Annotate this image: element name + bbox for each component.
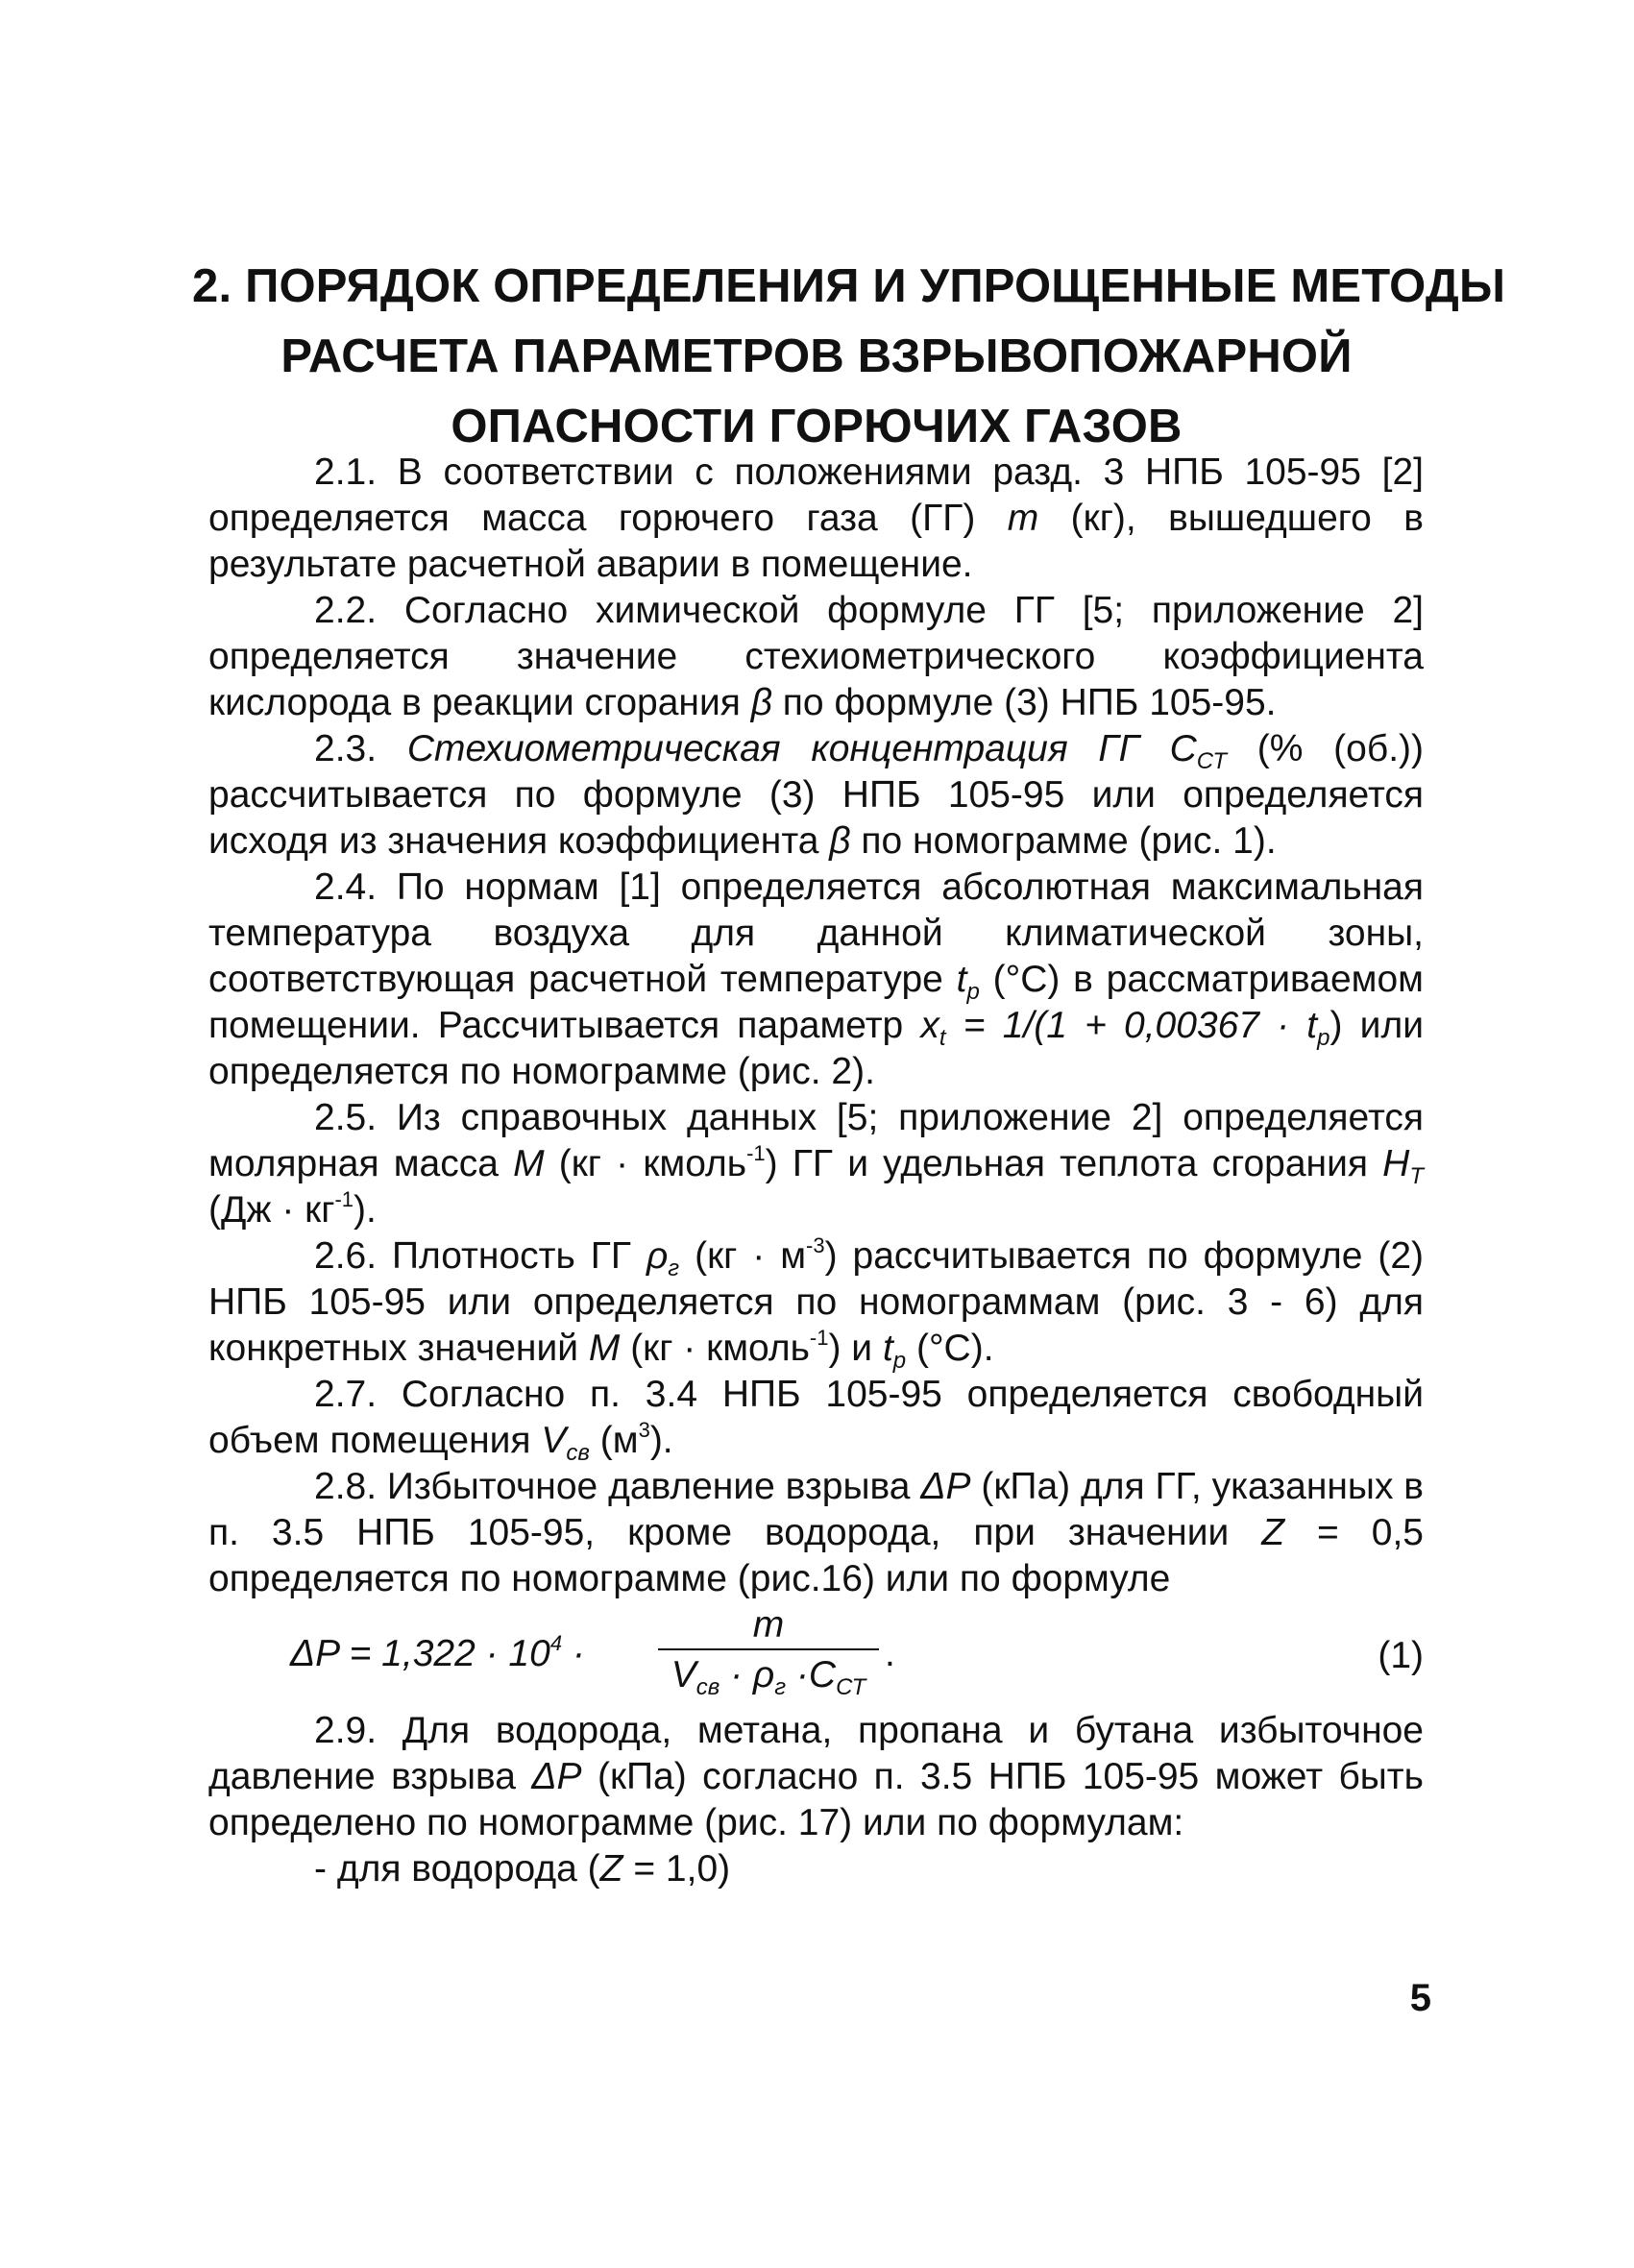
symbol-beta: β [829, 820, 851, 862]
paragraph-2-1 [208, 450, 1424, 588]
paragraph-text: 2.5. Из справочных данных [5; приложение 2] определяется молярная масса [208, 1097, 1424, 1184]
formula-end-dot: . [885, 1633, 895, 1674]
paragraph-text: (% (об.)) рассчитывается по формуле (3) НПБ 105-95 или определяется исходя из значения коэффициента [208, 728, 1424, 862]
formula-dot: · [562, 1633, 585, 1674]
paragraph-text: 2.4. По нормам [1] определяется абсолютная максимальная температура воздуха для данной климатической зоны, соответствующая расчетной температуре [208, 866, 1424, 1000]
subscript: Т [1409, 1163, 1425, 1189]
paragraph-text: ). [649, 1420, 673, 1461]
paragraph-text: 2.1. В соответствии с положениями разд. 3 НПБ 105-95 [2] определяется масса горючего газа (ГГ) [208, 451, 1424, 539]
paragraph-text: по номограмме (рис. 1). [850, 820, 1277, 862]
body-text [208, 450, 1424, 1892]
superscript: -3 [806, 1233, 825, 1257]
subscript: г [668, 1256, 680, 1281]
superscript: 3 [638, 1418, 650, 1442]
fraction-bar [658, 1648, 879, 1650]
formula-lhs [290, 1631, 585, 1677]
list-item-hydrogen [208, 1846, 1424, 1892]
subscript: t [939, 1025, 946, 1051]
subscript: СТ [1196, 748, 1227, 774]
equation-number: (1) [1378, 1635, 1424, 1676]
paragraph-text: (кПа) согласно п. 3.5 НПБ 105-95 может быть определено по номограмме (рис. 17) или по формулам: [208, 1756, 1424, 1843]
symbol-t: t [956, 959, 967, 1000]
paragraph-text: - для водорода ( [314, 1848, 600, 1890]
paragraph-text: ). [354, 1189, 377, 1231]
paragraph-text: ) рассчитывается по формуле (2) НПБ 105-95 или определяется по номограммам (рис. 3 - 6) для конкретных значений [208, 1235, 1424, 1369]
subscript: г [774, 1674, 787, 1700]
italic-phrase: Стехиометрическая концентрация ГГ C [406, 728, 1197, 769]
section-heading [192, 252, 1506, 462]
paragraph-text: (кг), вышедшего в результате расчетной аварии в помещение. [208, 498, 1424, 585]
page-number: 5 [1409, 1977, 1431, 2019]
paragraph-text: 2.7. Согласно п. 3.4 НПБ 105-95 определяется свободный объем помещения [208, 1374, 1424, 1461]
fraction-denominator [658, 1654, 879, 1700]
heading-line-2: РАСЧЕТА ПАРАМЕТРОВ ВЗРЫВОПОЖАРНОЙ [280, 330, 1353, 382]
den-symbol: · ρ [719, 1654, 775, 1695]
paragraph-text: (Дж · кг [208, 1189, 335, 1231]
paragraph-2-2 [208, 588, 1424, 726]
paragraph-text: (кг · кмоль [620, 1328, 810, 1369]
symbol-beta: β [750, 682, 772, 723]
paragraph-2-5 [208, 1095, 1424, 1233]
paragraph-text: по формуле (3) НПБ 105-95. [771, 682, 1277, 723]
paragraph-text: 2.3. [314, 728, 407, 769]
paragraph-text: (кПа) для ГГ, указанных в п. 3.5 НПБ 105-95, кроме водорода, при значении [208, 1466, 1425, 1553]
paragraph-text: (°С) в рассматриваемом помещении. Рассчитывается параметр [208, 959, 1424, 1046]
symbol-rho: ρ [646, 1235, 669, 1277]
paragraph-text: (кг · кмоль [544, 1143, 747, 1184]
paragraph-text: = 1,0) [622, 1848, 731, 1890]
subscript: р [1317, 1025, 1330, 1051]
subscript: р [966, 979, 980, 1005]
den-symbol: ·C [786, 1654, 837, 1695]
fraction-numerator: m [752, 1604, 785, 1646]
paragraph-2-4 [208, 865, 1424, 1095]
paragraph-text: ) или определяется по номограмме (рис. 2). [208, 1005, 1424, 1092]
paragraph-2-7 [208, 1372, 1424, 1464]
symbol-z: Z [599, 1848, 623, 1890]
subscript: св [566, 1440, 590, 1466]
superscript: -1 [809, 1326, 829, 1350]
paragraph-text: 2.6. Плотность ГГ [314, 1235, 646, 1277]
fraction [658, 1604, 879, 1700]
paragraph-text: 2.2. Согласно химической формуле ГГ [5; приложение 2] определяется значение стехиометрического коэффициента кислорода в реакции сгорания [208, 590, 1424, 723]
paragraph-text: 2.8. Избыточное давление взрыва [314, 1466, 921, 1507]
paragraph-text: (кг · м [679, 1235, 807, 1277]
paragraph-text: ) ГГ и удельная теплота сгорания [765, 1143, 1383, 1184]
symbol-V: V [541, 1420, 567, 1461]
paragraph-2-9 [208, 1708, 1424, 1846]
formula-1 [208, 1604, 1424, 1704]
symbol-M: M [588, 1328, 621, 1369]
paragraph-text: = 0,5 определяется по номограмме (рис.16) или по формуле [208, 1512, 1425, 1599]
symbol-m: m [1007, 498, 1039, 539]
heading-line-3: ОПАСНОСТИ ГОРЮЧИХ ГАЗОВ [451, 401, 1183, 452]
symbol-t: t [882, 1328, 893, 1369]
paragraph-2-6 [208, 1233, 1424, 1372]
formula-lhs-text: ΔP = 1,322 · 10 [290, 1633, 550, 1674]
subscript: св [695, 1674, 720, 1700]
inline-formula: = 1/(1 + 0,00367 · t [945, 1005, 1318, 1046]
paragraph-text: (°С). [906, 1328, 994, 1369]
superscript: 4 [549, 1631, 563, 1655]
paragraph-text: (м [589, 1420, 639, 1461]
paragraph-text: ) и [828, 1328, 883, 1369]
den-symbol: V [671, 1654, 696, 1695]
symbol-delta-p: ΔP [531, 1756, 582, 1797]
symbol-M: M [513, 1143, 545, 1184]
symbol-z: Z [1261, 1512, 1285, 1553]
superscript: -1 [746, 1141, 766, 1165]
subscript: р [892, 1348, 907, 1374]
symbol-x: x [920, 1005, 939, 1046]
superscript: -1 [334, 1187, 354, 1211]
subscript: СТ [836, 1674, 866, 1700]
heading-line-1: 2. ПОРЯДОК ОПРЕДЕЛЕНИЯ И УПРОЩЕННЫЕ МЕТОДЫ [192, 260, 1506, 312]
paragraph-text: 2.9. Для водорода, метана, пропана и бутана избыточное давление взрыва [208, 1710, 1424, 1797]
paragraph-2-8 [208, 1464, 1424, 1602]
symbol-H: H [1382, 1143, 1410, 1184]
paragraph-2-3 [208, 726, 1424, 865]
symbol-delta-p: ΔP [920, 1466, 971, 1507]
